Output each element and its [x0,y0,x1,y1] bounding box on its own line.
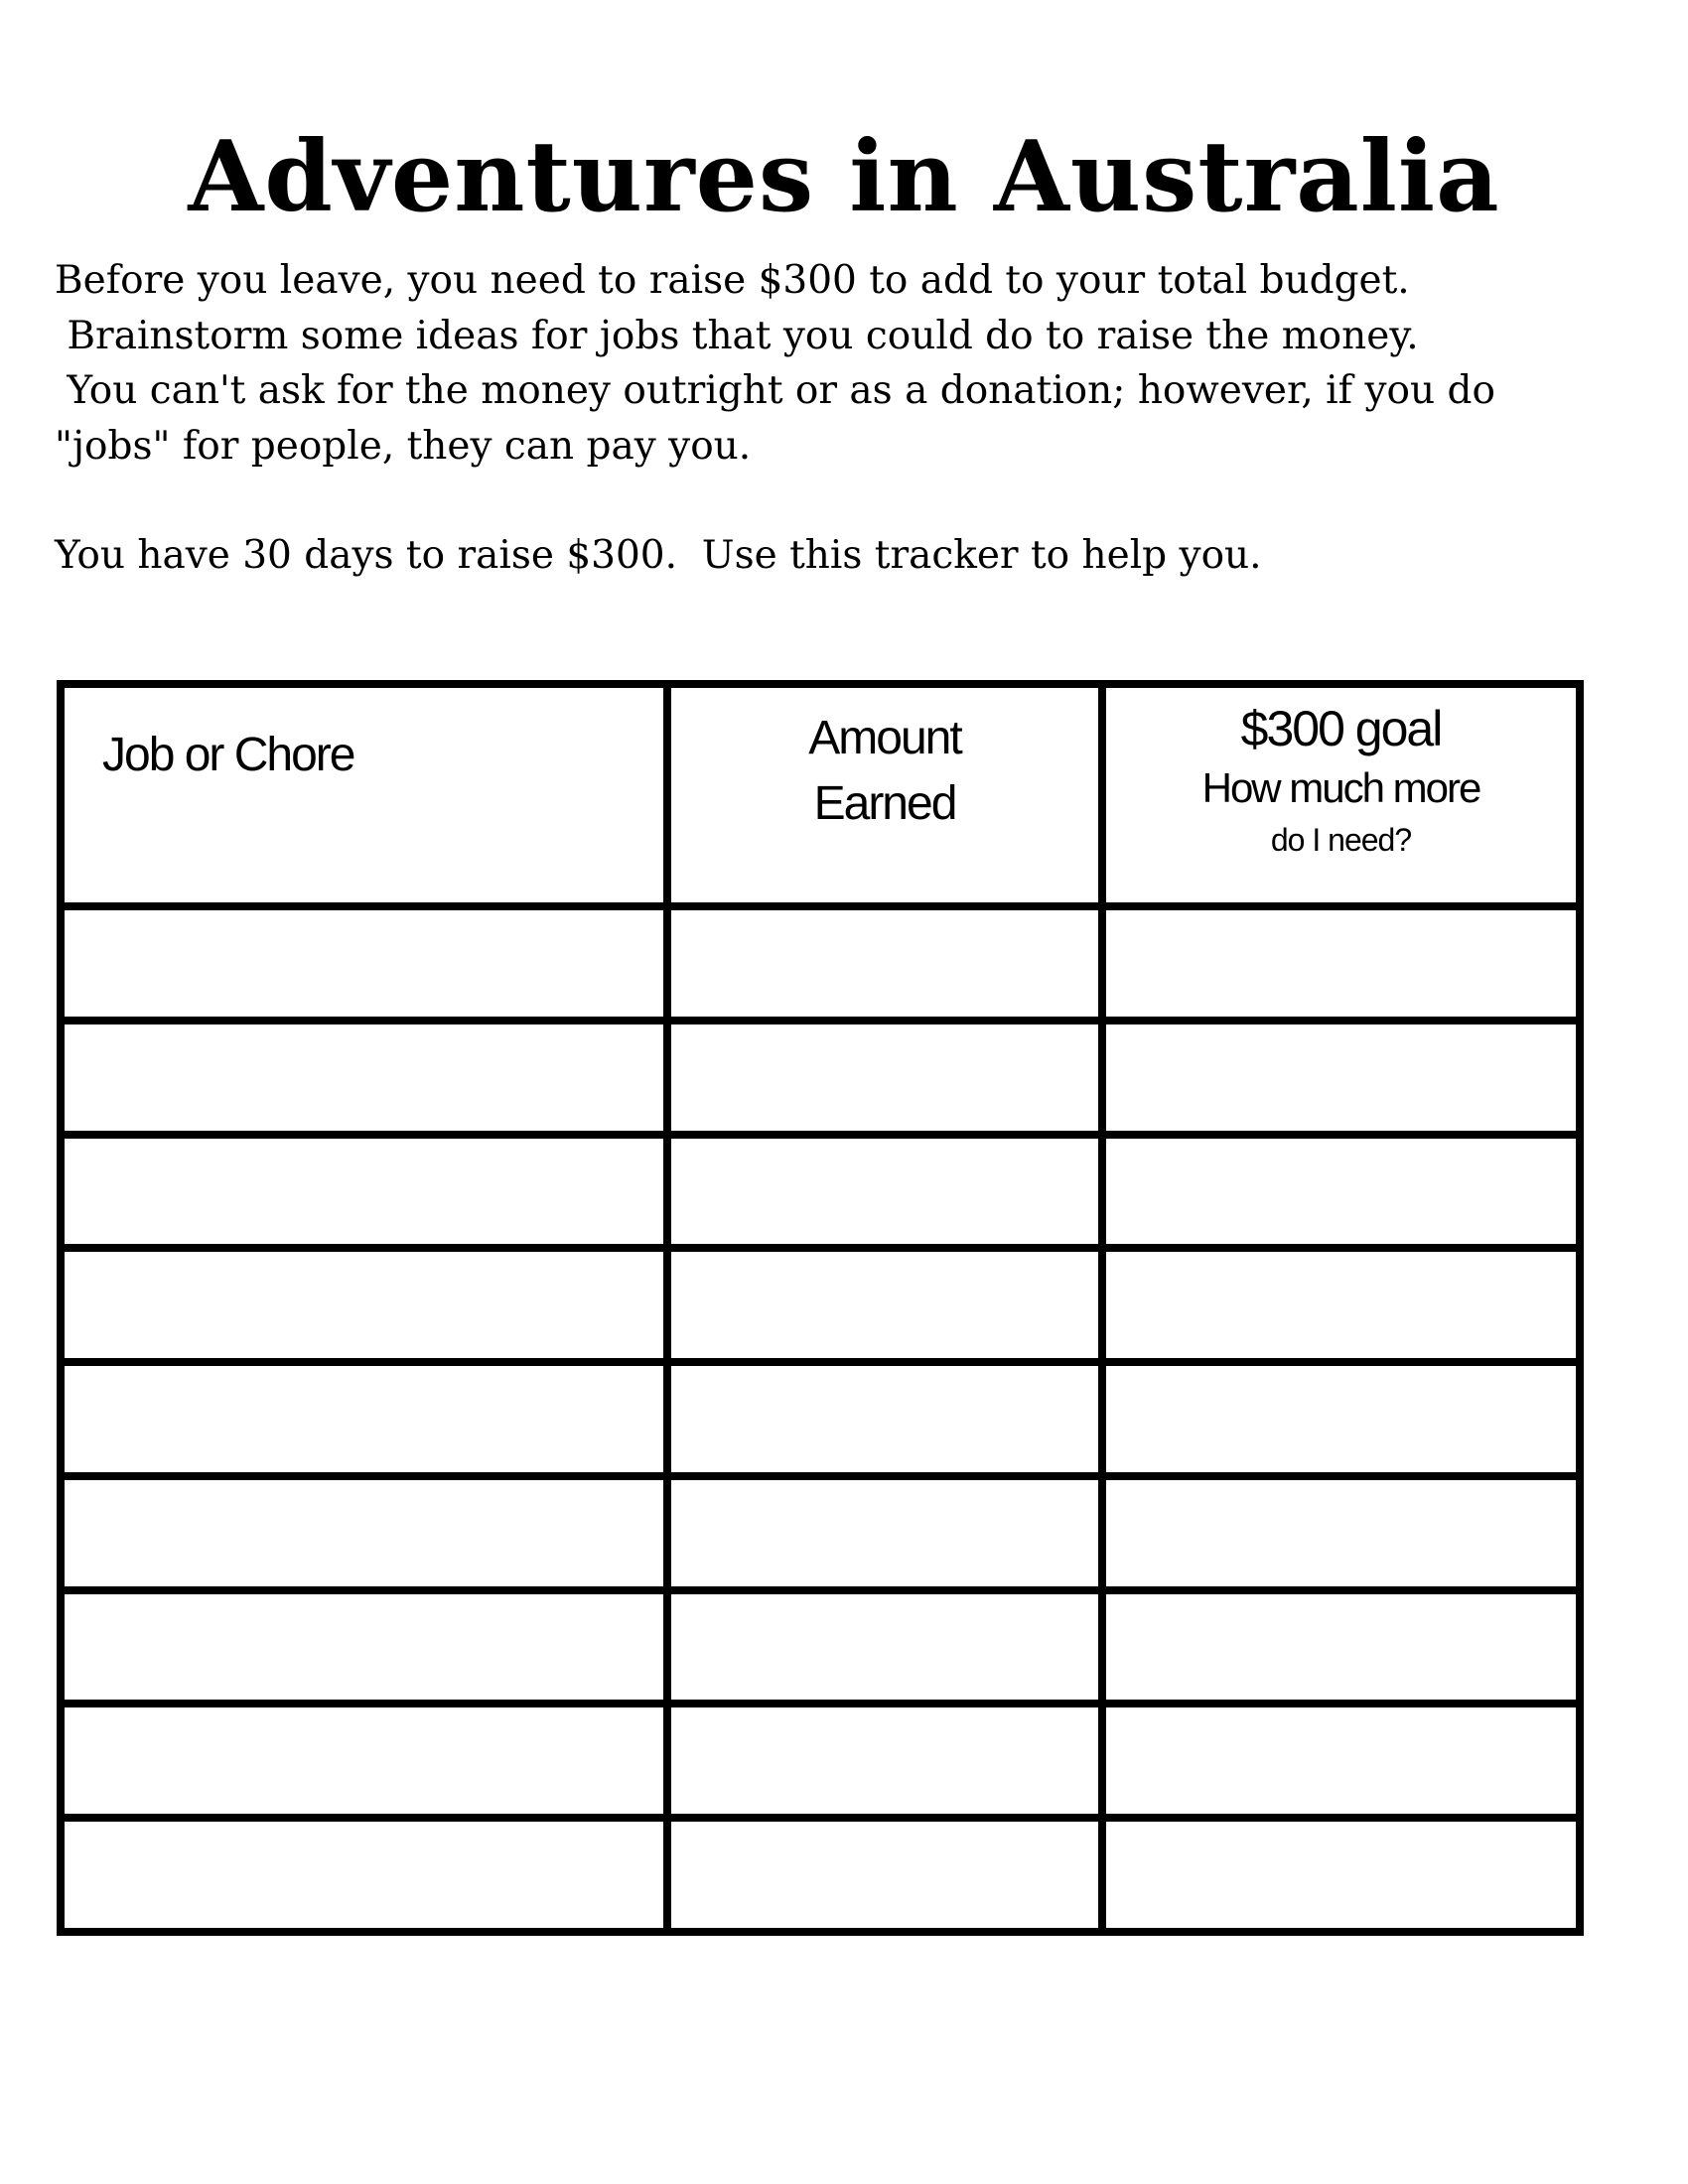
header-label: $300 goal [1240,701,1442,756]
amount-cell[interactable] [667,1476,1102,1590]
job-cell[interactable] [61,1021,667,1135]
remaining-cell[interactable] [1102,1248,1580,1362]
table-header-row [61,684,1580,906]
header-label: Job or Chore [102,729,354,781]
job-cell[interactable] [61,1704,667,1818]
header-amount-earned [667,684,1102,906]
table-row [61,1135,1580,1249]
job-tracker-table [57,680,1584,1936]
remaining-cell[interactable] [1102,1135,1580,1249]
remaining-cell[interactable] [1102,1021,1580,1135]
job-cell[interactable] [61,1248,667,1362]
remaining-cell[interactable] [1102,906,1580,1021]
intro-line: "jobs" for people, they can pay you. [55,423,752,469]
table-row [61,1590,1580,1705]
job-cell[interactable] [61,1135,667,1249]
amount-cell[interactable] [667,1590,1102,1705]
remaining-cell[interactable] [1102,1362,1580,1476]
job-cell[interactable] [61,1590,667,1705]
header-label: do I need? [1270,822,1412,858]
intro-line: Brainstorm some ideas for jobs that you could do to raise the money. [55,313,1419,358]
job-cell[interactable] [61,1476,667,1590]
header-label: Earned [813,777,956,830]
table-row [61,1021,1580,1135]
intro-text [55,253,1643,584]
table-row [61,906,1580,1021]
job-cell[interactable] [61,1362,667,1476]
table-row [61,1362,1580,1476]
header-job-or-chore [61,684,667,906]
amount-cell[interactable] [667,1248,1102,1362]
page-title: Adventures in Australia [188,119,1500,234]
intro-line: Before you leave, you need to raise $300 to add to your total budget. [55,258,1410,303]
remaining-cell[interactable] [1102,1704,1580,1818]
amount-cell[interactable] [667,1704,1102,1818]
amount-cell[interactable] [667,906,1102,1021]
remaining-cell[interactable] [1102,1818,1580,1932]
intro-line: You can't ask for the money outright or as a donation; however, if you do [55,368,1495,413]
amount-cell[interactable] [667,1021,1102,1135]
amount-cell[interactable] [667,1362,1102,1476]
header-goal-remaining [1102,684,1580,906]
job-cell[interactable] [61,1818,667,1932]
table-row [61,1476,1580,1590]
header-label: Amount [808,712,961,764]
header-label: How much more [1201,764,1480,811]
instruction-line: You have 30 days to raise $300. Use this tracker to help you. [55,533,1262,578]
remaining-cell[interactable] [1102,1476,1580,1590]
table-row [61,1704,1580,1818]
amount-cell[interactable] [667,1135,1102,1249]
amount-cell[interactable] [667,1818,1102,1932]
job-cell[interactable] [61,906,667,1021]
remaining-cell[interactable] [1102,1590,1580,1705]
table-row [61,1248,1580,1362]
table-row [61,1818,1580,1932]
